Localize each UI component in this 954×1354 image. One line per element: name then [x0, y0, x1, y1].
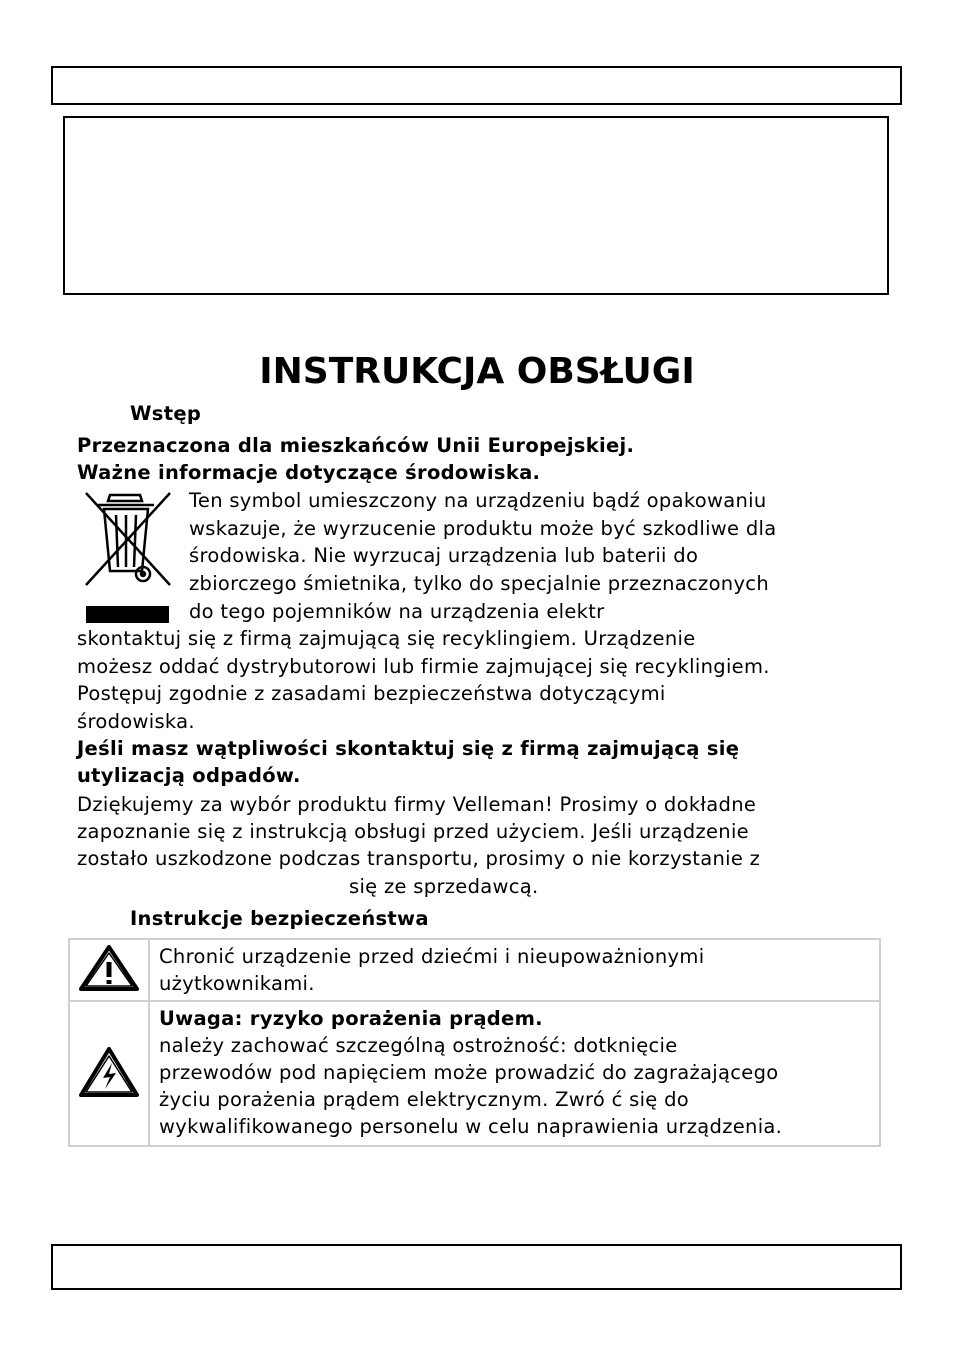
warning-icon: [78, 944, 140, 992]
eu-line-2: Ważne informacje dotyczące środowiska.: [77, 461, 541, 484]
doubt-line-2: utylizacją odpadów.: [77, 764, 301, 787]
electric-shock-icon: [78, 1046, 140, 1098]
safety-table: [68, 938, 881, 1147]
page-title: INSTRUKCJA OBSŁUGI: [259, 351, 695, 392]
thanks-line-1: Dziękujemy za wybór produktu firmy Velleman! Prosimy o dokładne: [77, 793, 757, 816]
weee-line-3: środowiska. Nie wyrzucaj urządzenia lub baterii do: [189, 544, 699, 567]
recycling-line-3: Postępuj zgodnie z zasadami bezpieczeństwa dotyczącymi: [77, 682, 666, 705]
safety-text-cell: [149, 939, 880, 1001]
header-box: [51, 66, 902, 105]
recycling-line-2: możesz oddać dystrybutorowi lub firmie zajmującej się recyklingiem.: [77, 655, 770, 678]
safety-row-2-line-3: życiu porażenia prądem elektrycznym. Zwró ć się do: [159, 1088, 689, 1111]
safety-row-2-heading: Uwaga: ryzyko porażenia prądem.: [159, 1007, 543, 1030]
weee-line-4: zbiorczego śmietnika, tylko do specjalnie przeznaczonych: [189, 572, 769, 595]
footer-box: [51, 1244, 902, 1290]
thanks-line-3: zostało uszkodzone podczas transportu, prosimy o nie korzystanie z: [77, 847, 761, 870]
doubt-line-1: Jeśli masz wątpliwości skontaktuj się z firmą zajmującą się: [77, 737, 740, 760]
safety-row: [69, 1001, 880, 1146]
safety-row: [69, 939, 880, 1001]
safety-text-cell: [149, 1001, 880, 1146]
weee-line-5: do tego pojemników na urządzenia elektr: [189, 600, 605, 623]
thanks-line-2: zapoznanie się z instrukcją obsługi przed użyciem. Jeśli urządzenie: [77, 820, 749, 843]
recycling-line-1: skontaktuj się z firmą zajmującą się recyklingiem. Urządzenie: [77, 627, 696, 650]
safety-row-2-line-2: przewodów pod napięciem może prowadzić do zagrażającego: [159, 1061, 779, 1084]
safety-icon-cell: [69, 1001, 149, 1146]
safety-row-1-line-1: Chronić urządzenie przed dziećmi i nieupoważnionymi: [159, 945, 705, 968]
safety-row-2-line-4: wykwalifikowanego personelu w celu naprawienia urządzenia.: [159, 1115, 783, 1138]
safety-row-1-line-2: użytkownikami.: [159, 972, 315, 995]
recycling-line-4: środowiska.: [77, 710, 195, 733]
weee-line-2: wskazuje, że wyrzucenie produktu może być szkodliwe dla: [189, 517, 777, 540]
safety-row-2-line-1: należy zachować szczególną ostrożność: dotknięcie: [159, 1034, 678, 1057]
safety-icon-cell: [69, 939, 149, 1001]
safety-heading: Instrukcje bezpieczeństwa: [130, 907, 429, 930]
thanks-line-4: się ze sprzedawcą.: [349, 875, 539, 898]
weee-line-1: Ten symbol umieszczony na urządzeniu bądź opakowaniu: [189, 489, 767, 512]
eu-line-1: Przeznaczona dla mieszkańców Unii Europejskiej.: [77, 434, 635, 457]
intro-heading: Wstęp: [130, 402, 202, 425]
logo-box: [63, 116, 889, 295]
weee-bin-icon: [80, 487, 174, 623]
